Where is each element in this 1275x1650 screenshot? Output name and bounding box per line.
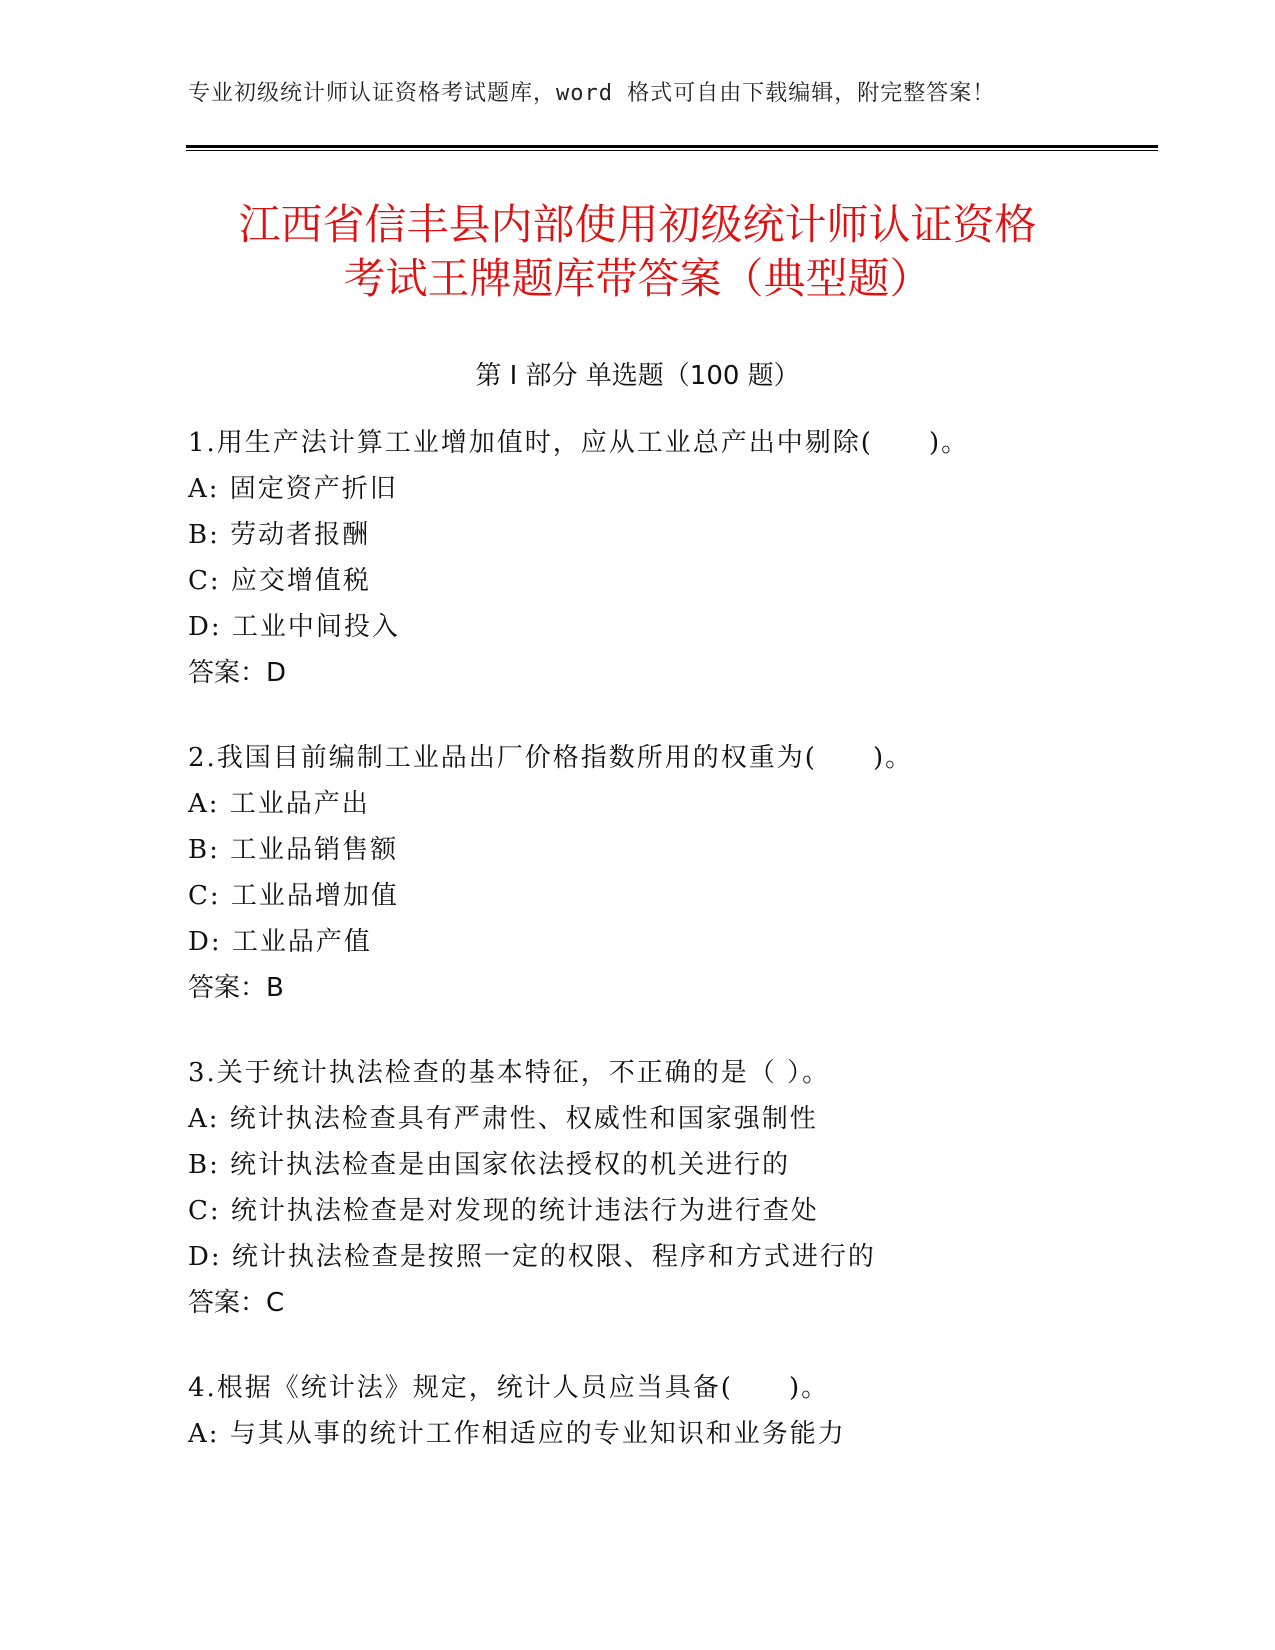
question-2 [188,735,1188,1011]
document-title [150,198,1125,306]
answer: 答案：D [188,658,287,688]
answer: 答案：B [188,973,284,1003]
option-d: D: 统计执法检查是按照一定的权限、程序和方式进行的 [188,1242,876,1272]
option-b: B: 工业品销售额 [188,835,399,865]
option-a: A: 与其从事的统计工作相适应的专业知识和业务能力 [188,1419,846,1449]
header-rule-thin [186,150,1158,151]
question-stem: 4.根据《统计法》规定，统计人员应当具备( )。 [188,1373,830,1403]
option-c: C: 统计执法检查是对发现的统计违法行为进行查处 [188,1196,819,1226]
question-stem: 1.用生产法计算工业增加值时，应从工业总产出中剔除( )。 [188,428,970,458]
question-stem: 3.关于统计执法检查的基本特征，不正确的是（ ）。 [188,1058,831,1088]
question-4 [188,1365,1188,1457]
answer: 答案：C [188,1288,285,1318]
question-1 [188,420,1188,696]
option-c: C: 应交增值税 [188,566,371,596]
title-line-2: 考试王牌题库带答案（典型题） [343,254,932,303]
section-heading: 第 I 部分 单选题（100 题） [475,361,800,391]
option-d: D: 工业中间投入 [188,612,400,642]
option-d: D: 工业品产值 [188,927,372,957]
option-a: A: 固定资产折旧 [188,474,398,504]
option-b: B: 统计执法检查是由国家依法授权的机关进行的 [188,1150,791,1180]
title-line-1: 江西省信丰县内部使用初级统计师认证资格 [238,200,1037,249]
option-a: A: 统计执法检查具有严肃性、权威性和国家强制性 [188,1104,818,1134]
option-b: B: 劳动者报酬 [188,520,371,550]
option-c: C: 工业品增加值 [188,881,399,911]
header-rule-thick [186,145,1158,148]
option-a: A: 工业品产出 [188,789,370,819]
question-stem: 2.我国目前编制工业品出厂价格指数所用的权重为( )。 [188,743,914,773]
header-note: 专业初级统计师认证资格考试题库，word 格式可自由下载编辑，附完整答案！ [188,81,996,106]
question-3 [188,1050,1188,1326]
